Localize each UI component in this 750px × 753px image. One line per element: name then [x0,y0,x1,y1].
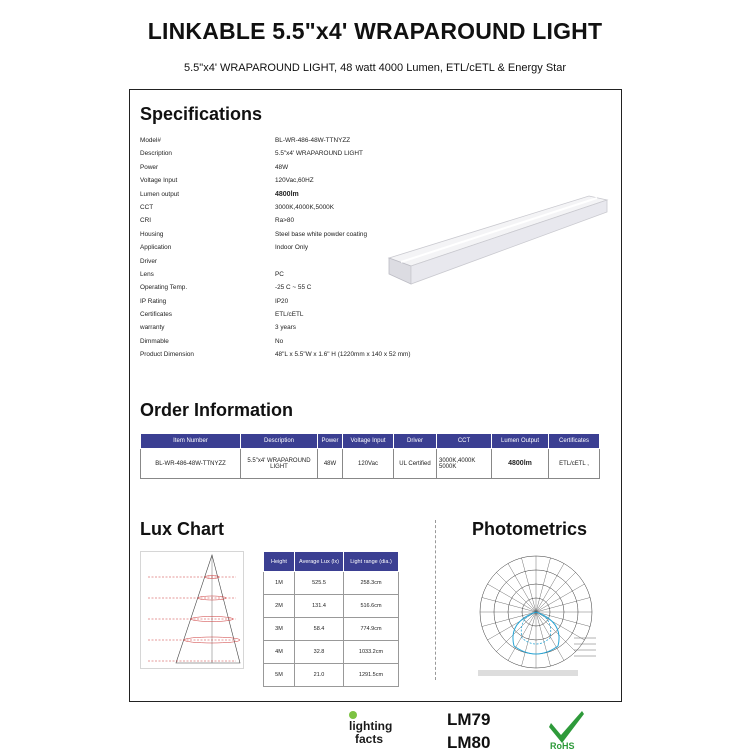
lux-cell: 2M [264,595,295,618]
polar-spoke [536,612,584,640]
photometrics-heading: Photometrics [472,519,588,539]
polar-spoke [536,612,550,666]
spec-label: Model# [140,137,161,144]
spec-label: Voltage Input [140,177,178,185]
lux-cell: 516.6cm [344,595,399,618]
polar-spoke [536,598,590,612]
spec-value: BL-WR-486-48W-TTNYZZ [275,137,351,144]
lux-cell: 58.4 [295,618,344,641]
spec-label: IP Rating [140,297,167,305]
section-divider [435,520,436,680]
order-header-cell: Power [318,434,343,449]
lux-cell: 525.5 [295,572,344,595]
order-header-cell: Item Number [141,434,241,449]
spec-label: Dimmable [140,337,169,345]
polar-spoke [488,584,536,612]
polar-spoke [536,572,576,612]
spec-value: No [275,337,284,345]
lux-cell: 1M [264,572,295,595]
page-title: LINKABLE 5.5"x4' WRAPAROUND LIGHT [147,18,603,44]
lux-header-cell: Light range (dia.) [344,552,399,572]
lux-cell: 131.4 [295,595,344,618]
polar-spoke [522,612,536,666]
rohs-check-icon [548,709,586,750]
polar-spoke [482,598,536,612]
order-cell: BL-WR-486-48W-TTNYZZ [141,449,241,479]
lm80-label: LM80 [447,733,491,752]
spec-label: Application [140,244,172,252]
polar-spoke [536,558,550,612]
lux-header-row [264,552,399,572]
order-header-cell: Voltage Input [343,434,394,449]
spec-label: Housing [140,230,164,238]
spec-label: Certificates [140,311,172,319]
spec-label: Lumen output [140,190,180,198]
spec-label: Description [140,150,172,158]
spec-value: ETL/cETL [275,311,304,319]
spec-value: IP20 [275,297,289,305]
spec-label: CCT [140,203,154,211]
spec-label: Power [140,163,159,171]
spec-label: Driver [140,257,158,265]
photometric-polar-diagram [478,552,598,684]
polar-spoke [536,612,590,626]
order-header-cell: Description [241,434,318,449]
polar-spoke [536,564,564,612]
order-cell: 4800lm [492,449,549,479]
lighting-facts-logo [345,709,401,749]
order-cell: 48W [318,449,343,479]
order-cell: 3000K,4000K 5000K [437,449,492,479]
spec-label: CRI [140,217,152,225]
order-cell: 5.5"x4' WRAPAROUND LIGHT [241,449,318,479]
order-cell: 120Vac [343,449,394,479]
lux-cell: 4M [264,641,295,664]
spec-label: Product Dimension [140,351,194,359]
specifications-heading: Specifications [140,104,263,124]
lux-cell: 5M [264,664,295,687]
spec-label: Operating Temp. [140,284,188,292]
polar-spoke [522,558,536,612]
polar-spoke [496,572,536,612]
spec-value: 4800lm [275,190,299,198]
lux-row [264,572,399,595]
spec-value: 48"L x 5.5"W x 1.6" H (1220mm x 140 x 52 mm) [275,351,411,359]
order-header-cell: Lumen Output [492,434,549,449]
order-row [141,449,600,479]
lux-header-cell: Height [264,552,295,572]
spec-value: Ra>80 [275,217,295,225]
lux-cell: 3M [264,618,295,641]
page-subtitle: 5.5"x4' WRAPAROUND LIGHT, 48 watt 4000 Lumen, ETL/cETL & Energy Star [184,62,566,74]
lux-row [264,641,399,664]
spec-value: 5.5"x4' WRAPAROUND LIGHT [275,150,363,158]
spec-label: Lens [140,270,154,278]
order-header-row [141,434,600,449]
lux-cone-diagram [140,551,244,669]
polar-spoke [536,584,584,612]
spec-value: 48W [275,163,289,171]
spec-value: 3000K,4000K,5000K [275,203,334,211]
lux-chart-heading: Lux Chart [140,519,225,539]
lux-row [264,664,399,687]
polar-spoke [508,564,536,612]
order-information-heading: Order Information [140,400,294,420]
spec-label: warranty [140,324,165,332]
spec-value: PC [275,270,284,278]
lux-cell: 1291.5cm [344,664,399,687]
polar-spoke [536,612,576,652]
lux-cell: 32.8 [295,641,344,664]
order-header-cell: Certificates [549,434,600,449]
order-table [140,433,600,479]
lighting-facts-text-2: facts [355,732,384,746]
lux-cell: 258.3cm [344,572,399,595]
spec-value: 3 years [275,324,296,332]
lux-cell: 21.0 [295,664,344,687]
lux-header-cell: Average Lux (lx) [295,552,344,572]
lux-table [263,551,399,687]
lm79-label: LM79 [447,710,491,729]
polar-spoke [496,612,536,652]
order-cell: UL Certified [394,449,437,479]
order-cell: ETL/cETL , [549,449,600,479]
spec-value: -25 C ~ 55 C [275,284,312,292]
lux-cell: 774.9cm [344,618,399,641]
lux-row [264,595,399,618]
product-image [381,186,611,286]
lighting-facts-text-1: lighting [349,719,393,733]
spec-value: 120Vac,60HZ [275,177,314,185]
lux-cell: 1033.2cm [344,641,399,664]
spec-value: Steel base white powder coating [275,230,368,238]
polar-spoke [488,612,536,640]
polar-spoke [482,612,536,626]
rohs-label: RoHS [550,741,575,750]
order-header-cell: CCT [437,434,492,449]
lux-row [264,618,399,641]
order-header-cell: Driver [394,434,437,449]
spec-value: Indoor Only [275,244,309,252]
